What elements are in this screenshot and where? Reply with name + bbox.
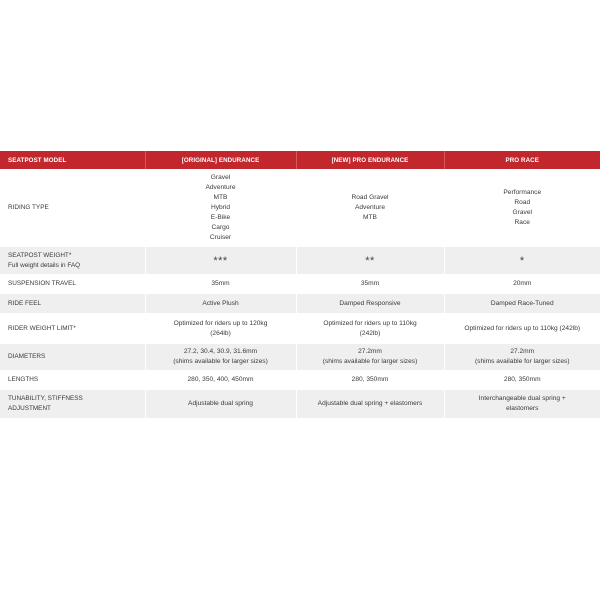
row-label-tunability (0, 390, 145, 419)
cell-lengths-pro-endurance: 280, 350mm (296, 371, 444, 390)
label-sub-faq-note: Full weight details in FAQ (8, 261, 81, 269)
cell-line: Cruiser (209, 233, 232, 241)
header-original-endurance: [ORIGINAL] ENDURANCE (145, 151, 296, 169)
table-body (0, 169, 600, 419)
table-row-riding-type (0, 169, 600, 247)
cell-riding-type-pro-endurance (296, 169, 444, 247)
row-label-ride-feel: RIDE FEEL (0, 294, 145, 314)
cell-line: (242lb) (359, 329, 381, 337)
cell-line: Road Gravel (351, 193, 389, 201)
cell-line: MTB (363, 213, 377, 221)
header-pro-endurance: [NEW] PRO ENDURANCE (296, 151, 444, 169)
cell-weight-pro-race: * (444, 247, 600, 275)
row-label-suspension-travel: SUSPENSION TRAVEL (0, 275, 145, 294)
header-row (0, 151, 600, 169)
header-seatpost-model: SEATPOST MODEL (0, 151, 145, 169)
table-row-lengths (0, 371, 600, 390)
cell-riding-type-pro-race (444, 169, 600, 247)
label-main: SEATPOST WEIGHT* (8, 251, 72, 259)
header-pro-race: PRO RACE (444, 151, 600, 169)
table-row-tunability (0, 390, 600, 419)
cell-weight-pro-endurance: ** (296, 247, 444, 275)
row-label-seatpost-weight (0, 247, 145, 275)
comparison-table-wrapper (0, 151, 600, 419)
cell-limit-original (145, 314, 296, 344)
cell-tunability-original (145, 390, 296, 419)
cell-travel-pro-endurance: 35mm (296, 275, 444, 294)
row-label-diameters: DIAMETERS (0, 344, 145, 371)
cell-lengths-pro-race: 280, 350mm (444, 371, 600, 390)
cell-line: (264lb) (210, 329, 231, 337)
cell-line: Cargo (211, 223, 230, 231)
row-label-lengths: LENGTHS (0, 371, 145, 390)
cell-line: Race (514, 218, 530, 226)
cell-line: (shims available for larger sizes) (173, 358, 268, 365)
cell-limit-pro-race (444, 314, 600, 344)
row-label-rider-weight-limit: RIDER WEIGHT LIMIT* (0, 314, 145, 344)
cell-travel-original: 35mm (145, 275, 296, 294)
row-label-riding-type: RIDING TYPE (0, 169, 145, 247)
cell-line: elastomers (506, 405, 539, 412)
cell-diameters-original (145, 344, 296, 371)
cell-line: Gravel (210, 173, 231, 181)
cell-line: (shims available for larger sizes) (322, 358, 418, 365)
cell-line: Hybrid (210, 203, 231, 211)
cell-lengths-original: 280, 350, 400, 450mm (145, 371, 296, 390)
cell-feel-pro-race: Damped Race-Tuned (444, 294, 600, 314)
cell-riding-type-original (145, 169, 296, 247)
table-row-rider-weight-limit (0, 314, 600, 344)
cell-line: E-Bike (210, 213, 231, 221)
table-row-ride-feel (0, 294, 600, 314)
cell-tunability-pro-race (444, 390, 600, 419)
label-line: TUNABILITY, STIFFNESS (8, 395, 83, 402)
cell-line: 27.2mm (510, 348, 535, 355)
cell-line: 27.2, 30.4, 30.9, 31.6mm (183, 348, 258, 355)
cell-line: Adjustable dual spring (188, 400, 253, 407)
cell-tunability-pro-endurance (296, 390, 444, 419)
table-row-seatpost-weight (0, 247, 600, 275)
cell-diameters-pro-race (444, 344, 600, 371)
cell-line: Adjustable dual spring + elastomers (317, 400, 423, 407)
cell-feel-pro-endurance: Damped Responsive (296, 294, 444, 314)
table-header (0, 151, 600, 169)
cell-weight-original: *** (145, 247, 296, 275)
cell-line: Interchangeable dual spring + (478, 395, 566, 402)
cell-line: MTB (213, 193, 228, 201)
cell-limit-pro-endurance (296, 314, 444, 344)
cell-line: Optimized for riders up to 110kg (323, 319, 417, 327)
seatpost-comparison-table (0, 151, 600, 419)
cell-line: Performance (503, 188, 542, 196)
label-line: ADJUSTMENT (8, 405, 51, 412)
cell-line: Optimized for riders up to 120kg (173, 319, 268, 327)
cell-line: Road (514, 198, 531, 206)
table-row-suspension-travel (0, 275, 600, 294)
cell-travel-pro-race: 20mm (444, 275, 600, 294)
cell-line: Adventure (354, 203, 386, 211)
cell-line: (shims available for larger sizes) (474, 358, 570, 365)
cell-diameters-pro-endurance (296, 344, 444, 371)
cell-line: Optimized for riders up to 110kg (242lb) (464, 324, 581, 332)
cell-feel-original: Active Plush (145, 294, 296, 314)
cell-line: Gravel (512, 208, 532, 216)
cell-line: 27.2mm (358, 348, 382, 355)
cell-line: Adventure (205, 183, 236, 191)
table-row-diameters (0, 344, 600, 371)
